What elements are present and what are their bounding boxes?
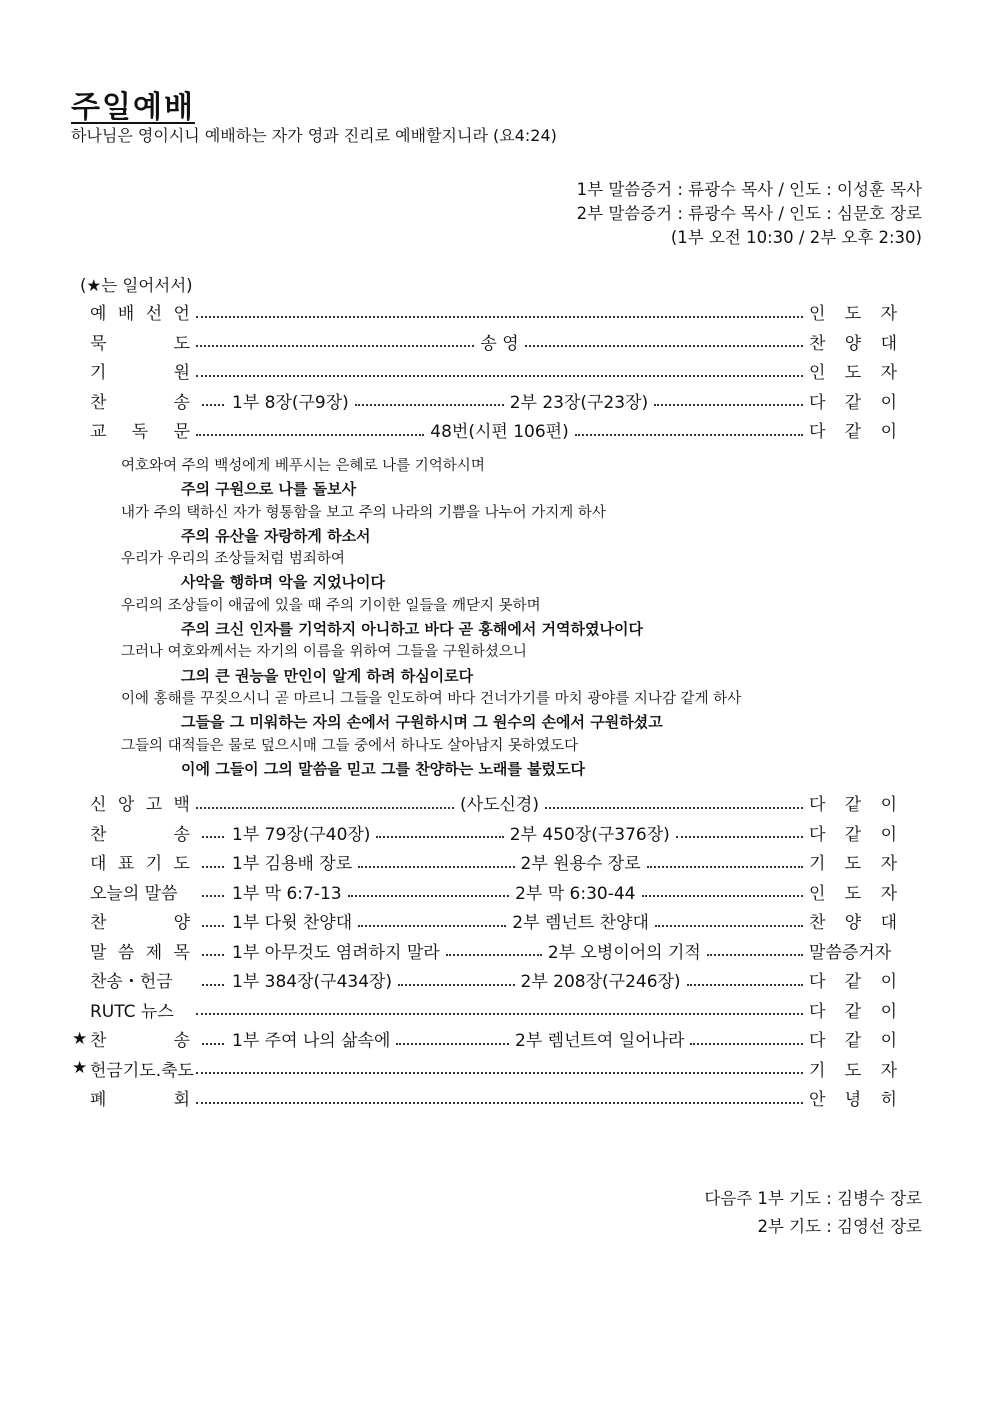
part1-value: 1부 79장(구40장)	[232, 824, 371, 845]
item-role-char: 기	[809, 1060, 826, 1081]
item-label-char: 문	[173, 422, 190, 443]
item-role	[809, 1056, 897, 1081]
next-week-prayer	[704, 1185, 922, 1241]
item-label-char: 도	[173, 854, 190, 875]
item-label-char: 백	[173, 795, 190, 816]
part1-value: 1부 다윗 찬양대	[232, 913, 353, 934]
dot-leader	[654, 404, 803, 406]
order-row	[72, 906, 897, 936]
item-role	[809, 967, 897, 992]
item-role-char: 말씀증거자	[809, 942, 892, 963]
item-label	[90, 938, 190, 963]
dot-leader	[202, 925, 224, 927]
response-line: 그들을 그 미워하는 자의 손에서 구원하시며 그 원수의 손에서 구원하셨고	[181, 713, 663, 732]
item-label	[90, 820, 190, 845]
item-label	[90, 417, 190, 442]
order-row	[72, 415, 897, 445]
order-row	[72, 386, 897, 416]
item-role-char: 다	[809, 422, 826, 443]
item-role-char: 도	[844, 1060, 862, 1081]
item-role-char: 양	[844, 333, 862, 354]
item-label	[90, 908, 190, 933]
order-row	[72, 995, 897, 1025]
item-label	[90, 879, 190, 904]
item-role-char: 대	[880, 913, 898, 934]
dot-leader	[202, 866, 224, 868]
item-label-char: 도	[173, 333, 190, 354]
dot-leader	[196, 1013, 803, 1015]
dot-leader	[707, 954, 803, 956]
item-label-char: 신	[90, 795, 107, 816]
dot-leader	[196, 1072, 803, 1074]
dot-leader	[676, 836, 803, 838]
part1-value: 1부 8장(구9장)	[232, 392, 349, 413]
item-role-char: 같	[844, 422, 862, 443]
part1-value: 1부 384장(구434장)	[232, 972, 393, 993]
part1-value: 1부 아무것도 염려하지 말라	[232, 942, 440, 963]
item-label-char: 말	[90, 942, 107, 963]
dot-leader	[358, 866, 514, 868]
item-role-char: 이	[880, 972, 897, 993]
preacher-line: 1부 말씀증거 : 류광수 목사 / 인도 : 이성훈 목사	[576, 180, 922, 199]
item-label-char: 송	[173, 824, 190, 845]
response-line: 그의 큰 권능을 만인이 알게 하려 하심이로다	[181, 666, 474, 685]
item-role-char: 도	[844, 883, 862, 904]
dot-leader	[687, 984, 803, 986]
response-line: 주의 유산을 자랑하게 하소서	[181, 526, 371, 545]
next-prayer-line: 2부 기도 : 김영선 장로	[757, 1217, 922, 1236]
leader-line: 여호와여 주의 백성에게 베푸시는 은혜로 나를 기억하시며	[121, 458, 485, 474]
dot-leader	[196, 345, 474, 347]
item-label-char: 원	[173, 363, 190, 384]
item-label-char: 제	[145, 942, 163, 963]
dot-leader	[348, 895, 510, 897]
item-label-char: 고	[145, 795, 163, 816]
item-role	[809, 938, 897, 963]
part2-value: 2부 208장(구246장)	[520, 972, 681, 993]
dot-leader	[525, 345, 803, 347]
order-row	[72, 1054, 897, 1084]
dot-leader	[690, 1043, 803, 1045]
part2-value: 2부 450장(구376장)	[509, 824, 670, 845]
item-role-char: 인	[809, 304, 826, 325]
dot-leader	[396, 1043, 509, 1045]
page-title: 주일예배	[71, 90, 195, 125]
item-label-char: 찬	[90, 1031, 107, 1052]
item-role-char: 같	[844, 1001, 862, 1022]
item-label	[90, 849, 190, 874]
item-role	[809, 879, 897, 904]
item-role-char: 히	[880, 1090, 897, 1111]
order-row	[72, 936, 897, 966]
item-role-char: 같	[844, 972, 862, 993]
leader-line: 우리의 조상들이 애굽에 있을 때 주의 기이한 일들을 깨닫지 못하며	[121, 597, 541, 614]
item-label	[90, 790, 190, 815]
item-label	[90, 299, 190, 324]
part2-value: 2부 원용수 장로	[520, 854, 641, 875]
item-value: 48번(시편 106편)	[430, 422, 569, 443]
order-row	[72, 877, 897, 907]
item-value: 송 영	[480, 333, 519, 354]
leader-line: 내가 주의 택하신 자가 형통함을 보고 주의 나라의 기쁨을 나누어 가지게 하사	[121, 504, 606, 521]
item-label-char: 독	[131, 422, 149, 443]
item-role-char: 이	[880, 1001, 897, 1022]
item-role-char: 다	[809, 824, 826, 845]
part2-value: 2부 렘넌트여 일어나라	[515, 1031, 685, 1052]
item-role-char: 자	[880, 854, 897, 875]
leader-line: 그들의 대적들은 물로 덮으시매 그들 중에서 하나도 살아남지 못하였도다	[121, 737, 579, 754]
item-role-char: 자	[880, 883, 898, 904]
leader-line: 그러나 여호와께서는 자기의 이름을 위하여 그들을 구원하셨으니	[121, 644, 527, 661]
item-label-char: 찬	[90, 824, 107, 845]
dot-leader	[376, 836, 503, 838]
dot-leader	[545, 807, 803, 809]
item-label-char: 찬송・헌금	[90, 972, 173, 993]
item-label	[90, 1085, 190, 1110]
dot-leader	[202, 954, 224, 956]
order-row	[72, 818, 897, 848]
order-row	[72, 788, 897, 818]
item-label-char: 묵	[90, 333, 107, 354]
item-label-char: 배	[117, 304, 135, 325]
dot-leader	[575, 434, 803, 436]
item-role-char: 이	[880, 1031, 898, 1052]
dot-leader	[642, 895, 804, 897]
leader-line: 이에 홍해를 꾸짖으시니 곧 마르니 그들을 인도하여 바다 건너가기를 마치 광야를 지나감 같게 하사	[121, 690, 742, 707]
dot-leader	[196, 434, 424, 436]
order-row	[72, 327, 897, 357]
next-prayer-line: 다음주 1부 기도 : 김병수 장로	[704, 1189, 922, 1208]
item-label-char: 기	[90, 363, 107, 384]
order-row	[72, 1083, 897, 1113]
item-role-char: 녕	[844, 1090, 862, 1111]
item-role-char: 기	[809, 854, 826, 875]
part1-value: 1부 막 6:7-13	[232, 883, 342, 904]
item-role-char: 다	[809, 1031, 826, 1052]
item-role-char: 다	[809, 1001, 826, 1022]
item-role-char: 양	[844, 913, 862, 934]
item-value: (사도신경)	[460, 795, 539, 816]
item-label	[90, 329, 190, 354]
item-role-char: 같	[844, 795, 862, 816]
part1-value: 1부 주여 나의 삶속에	[232, 1031, 391, 1052]
item-role	[809, 358, 897, 383]
star-marker: ★	[72, 1058, 88, 1079]
item-label-char: 헌금기도.축도	[90, 1060, 194, 1081]
item-role	[809, 299, 897, 324]
item-role-char: 다	[809, 392, 826, 413]
item-label-char: 목	[173, 942, 190, 963]
dot-leader	[196, 1102, 803, 1104]
item-role	[809, 1085, 897, 1110]
order-row	[72, 847, 897, 877]
item-label-char: 회	[173, 1090, 190, 1111]
item-label-char: 언	[173, 304, 190, 325]
dot-leader	[655, 925, 803, 927]
service-times: (1부 오전 10:30 / 2부 오후 2:30)	[670, 228, 922, 247]
item-label-char: 폐	[90, 1090, 107, 1111]
item-role-char: 이	[880, 824, 898, 845]
responsive-reading	[121, 455, 741, 781]
dot-leader	[647, 866, 803, 868]
dot-leader	[202, 1043, 224, 1045]
item-role-char: 다	[809, 795, 826, 816]
item-label	[90, 358, 190, 383]
item-label-char: 양	[173, 913, 190, 934]
item-label-char: 선	[145, 304, 163, 325]
dot-leader	[202, 895, 224, 897]
part1-value: 1부 김용배 장로	[232, 854, 353, 875]
response-line: 사악을 행하며 악을 지었나이다	[181, 573, 386, 592]
item-label-char: RUTC 뉴스	[90, 1001, 174, 1022]
part2-value: 2부 23장(구23장)	[509, 392, 649, 413]
item-label-char: 대	[90, 854, 107, 875]
item-label	[90, 997, 190, 1022]
order-row	[72, 1024, 897, 1054]
part2-value: 2부 막 6:30-44	[515, 883, 636, 904]
item-label-char: 찬	[90, 392, 107, 413]
dot-leader	[446, 954, 542, 956]
preacher-info	[577, 178, 922, 250]
item-label-char: 교	[90, 422, 107, 443]
item-role-char: 다	[809, 972, 826, 993]
item-label	[90, 388, 190, 413]
item-role	[809, 388, 897, 413]
item-role-char: 같	[844, 392, 862, 413]
order-row	[72, 297, 897, 327]
item-role-char: 인	[809, 363, 826, 384]
item-role	[809, 417, 897, 442]
standing-note: (★는 일어서서)	[80, 276, 193, 295]
item-label-char: 송	[173, 392, 190, 413]
leader-line: 우리가 우리의 조상들처럼 범죄하여	[121, 551, 345, 568]
item-label-char: 씀	[117, 942, 135, 963]
item-label	[90, 1026, 190, 1051]
part2-value: 2부 렘넌트 찬양대	[512, 913, 649, 934]
item-role	[809, 997, 897, 1022]
order-of-service-top	[72, 297, 897, 445]
item-role-char: 이	[880, 422, 897, 443]
dot-leader	[358, 925, 506, 927]
item-label-char: 예	[90, 304, 107, 325]
response-line: 이에 그들이 그의 말씀을 믿고 그를 찬양하는 노래를 불렀도다	[181, 759, 586, 778]
item-role-char: 같	[844, 824, 862, 845]
dot-leader	[355, 404, 504, 406]
item-role-char: 안	[809, 1090, 826, 1111]
dot-leader	[202, 836, 224, 838]
item-label	[90, 1056, 194, 1081]
dot-leader	[196, 316, 803, 318]
dot-leader	[202, 984, 224, 986]
response-line: 주의 크신 인자를 기억하지 아니하고 바다 곧 홍해에서 거역하였나이다	[181, 620, 643, 639]
response-line: 주의 구원으로 나를 돌보사	[181, 480, 357, 499]
item-label	[90, 967, 190, 992]
order-row	[72, 965, 897, 995]
dot-leader	[196, 807, 454, 809]
order-row	[72, 356, 897, 386]
item-role-char: 자	[880, 304, 897, 325]
dot-leader	[202, 404, 224, 406]
item-label-char: 표	[117, 854, 135, 875]
item-label-char: 기	[145, 854, 163, 875]
part2-value: 2부 오병이어의 기적	[547, 942, 701, 963]
item-label-char: 오늘의 말씀	[90, 883, 178, 904]
item-role-char: 이	[880, 795, 898, 816]
item-role	[809, 1026, 897, 1051]
item-role-char: 도	[844, 854, 862, 875]
item-label-char: 송	[173, 1031, 190, 1052]
item-role-char: 찬	[809, 333, 826, 354]
item-role-char: 같	[844, 1031, 862, 1052]
item-role	[809, 820, 897, 845]
dot-leader	[398, 984, 514, 986]
item-role-char: 인	[809, 883, 826, 904]
item-role-char: 도	[844, 363, 862, 384]
item-role-char: 대	[880, 333, 897, 354]
item-role-char: 이	[880, 392, 897, 413]
item-role-char: 자	[880, 363, 897, 384]
dot-leader	[196, 375, 803, 377]
item-label-char: 앙	[117, 795, 135, 816]
item-role-char: 찬	[809, 913, 826, 934]
scripture-subtitle: 하나님은 영이시니 예배하는 자가 영과 진리로 예배할지니라 (요4:24)	[71, 126, 557, 145]
preacher-line: 2부 말씀증거 : 류광수 목사 / 인도 : 심문호 장로	[576, 204, 922, 223]
order-of-service-bottom	[72, 788, 897, 1113]
item-role	[809, 329, 897, 354]
item-role-char: 자	[880, 1060, 897, 1081]
item-role	[809, 908, 897, 933]
item-role-char: 도	[844, 304, 862, 325]
item-role	[809, 790, 897, 815]
item-role	[809, 849, 897, 874]
item-label-char: 찬	[90, 913, 107, 934]
star-marker: ★	[72, 1028, 88, 1049]
